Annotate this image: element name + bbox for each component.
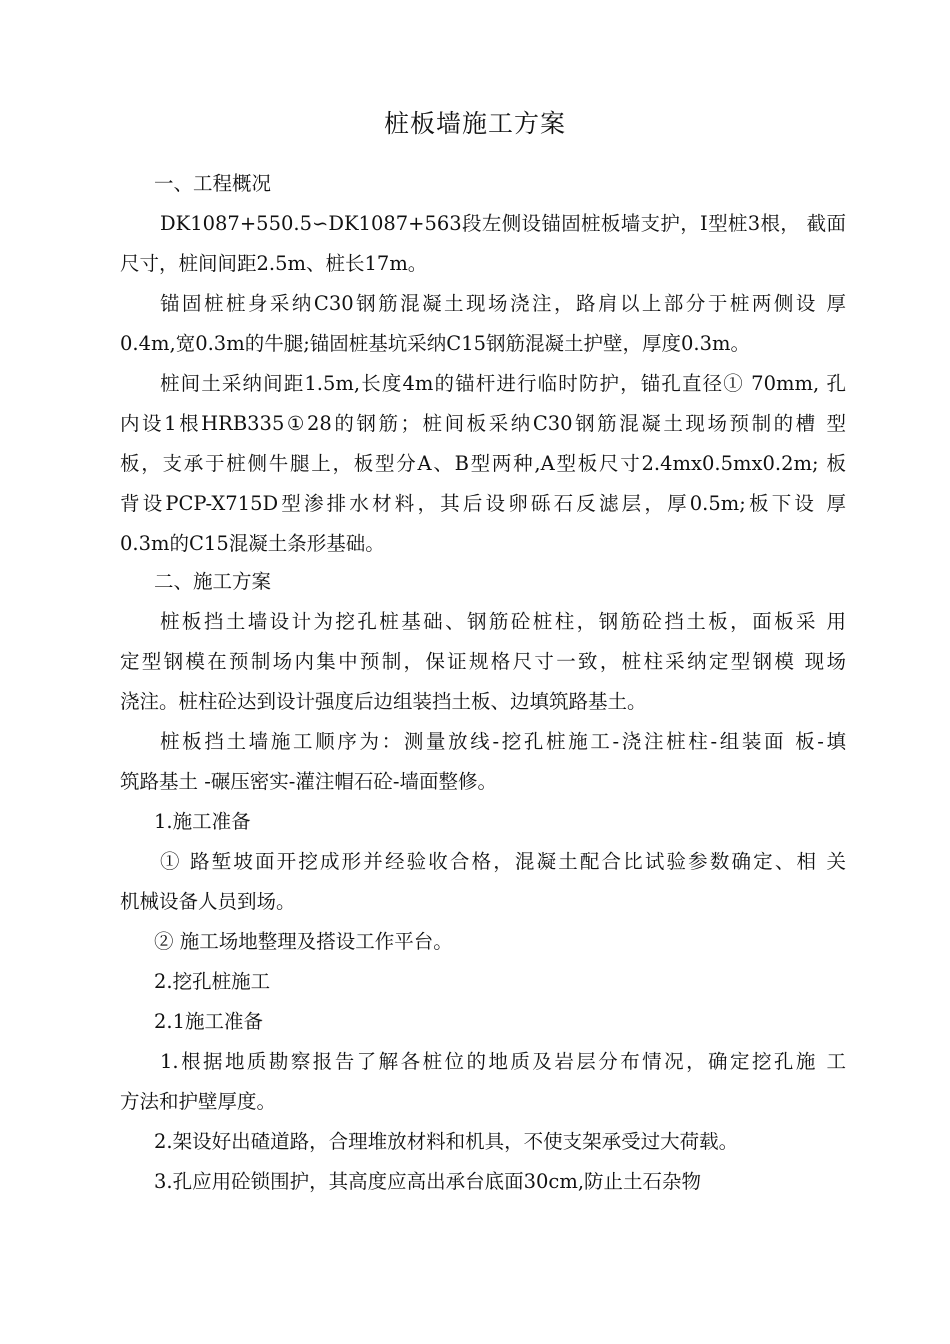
paragraph-line: 定型钢模在预制场内集中预制，保证规格尺寸一致，桩柱采纳定型钢模 现场 xyxy=(120,650,846,673)
paragraph-line: 桩间土采纳间距1.5m,长度4m的锚杆进行临时防护，锚孔直径① 70mm, 孔 xyxy=(160,372,846,395)
subsection-heading: 2.挖孔桩施工 xyxy=(154,970,271,993)
list-item: 3.孔应用砼锁围护，其高度应高出承台底面30cm,防止土石杂物 xyxy=(154,1170,702,1193)
paragraph-line: 锚固桩桩身采纳C30钢筋混凝土现场浇注，路肩以上部分于桩两侧设 厚 xyxy=(160,292,846,315)
list-item: ② 施工场地整理及搭设工作平台。 xyxy=(154,930,453,953)
paragraph-line: 机械设备人员到场。 xyxy=(120,890,296,913)
paragraph-line: 桩板挡土墙施工顺序为：测量放线-挖孔桩施工-浇注桩柱-组装面 板-填 xyxy=(160,730,846,753)
document-title: 桩板墙施工方案 xyxy=(383,109,566,138)
paragraph-line: 浇注。桩柱砼达到设计强度后边组装挡土板、边填筑路基土。 xyxy=(120,690,647,713)
paragraph-line: 背设PCP-X715D型渗排水材料，其后设卵砾石反滤层，厚0.5m;板下设 厚 xyxy=(120,492,846,515)
paragraph-line: 方法和护壁厚度。 xyxy=(120,1090,277,1113)
list-item: 1.根据地质勘察报告了解各桩位的地质及岩层分布情况，确定挖孔施 工 xyxy=(160,1050,846,1073)
paragraph-line: DK1087+550.5∽DK1087+563段左侧设锚固桩板墙支护，I型桩3根， 截面 xyxy=(160,212,846,235)
paragraph-line: 0.4m,宽0.3m的牛腿;锚固桩基坑采纳C15钢筋混凝土护壁，厚度0.3m。 xyxy=(120,332,751,355)
paragraph-line: 板，支承于桩侧牛腿上，板型分A、B型两种,A型板尺寸2.4mx0.5mx0.2m; 板 xyxy=(120,452,846,475)
section-heading-plan: 二、施工方案 xyxy=(154,570,272,593)
paragraph-line: 内设1根HRB335①28的钢筋；桩间板采纳C30钢筋混凝土现场预制的槽 型 xyxy=(120,412,846,435)
section-heading-overview: 一、工程概况 xyxy=(154,172,272,195)
paragraph-line: 0.3m的C15混凝土条形基础。 xyxy=(120,532,385,555)
list-item: 2.架设好出碴道路，合理堆放材料和机具，不使支架承受过大荷载。 xyxy=(154,1130,739,1153)
subsection-heading: 1.施工准备 xyxy=(154,810,251,833)
list-item: ① 路堑坡面开挖成形并经验收合格，混凝土配合比试验参数确定、相 关 xyxy=(160,850,846,873)
paragraph-line: 筑路基土 -碾压密实-灌注帽石砼-墙面整修。 xyxy=(120,770,497,793)
paragraph-line: 桩板挡土墙设计为挖孔桩基础、钢筋砼桩柱，钢筋砼挡土板，面板采 用 xyxy=(160,610,846,633)
subsection-heading: 2.1施工准备 xyxy=(154,1010,264,1033)
paragraph-line: 尺寸，桩间间距2.5m、桩长17m。 xyxy=(120,252,428,275)
